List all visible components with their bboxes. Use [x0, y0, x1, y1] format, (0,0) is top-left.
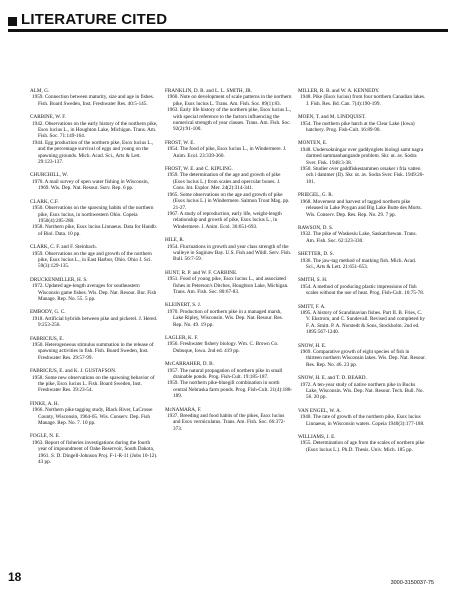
header-bullet [8, 17, 17, 26]
reference-citation: 1958. Some new observations on the spawning behavior of the pike, Esox lucius L. Fish. Board Sweden, Inst. Freshwater Res. 39:23-54. [32, 374, 155, 394]
reference-entry [30, 368, 158, 394]
reference-entry [30, 433, 158, 465]
reference-author: SHETTER, D. S. [298, 251, 334, 258]
reference-citation: 1966. Northern pike tagging study, Black River, LaCrosse County, Wisconsin, 1964-65. Wis. Conserv. Dep. Fish Manage. Rep. No. 7. 10 pp. [32, 407, 153, 427]
reference-citation: 1958. Northern pike, Esox lucius Linnaeus. Data for Handb. of Biol. Data. 10 pp. [32, 224, 158, 237]
reference-entry [298, 114, 426, 133]
reference-author: MONTEN, E. [298, 140, 328, 147]
reference-entry [298, 277, 426, 296]
reference-entry [298, 192, 426, 218]
reference-citation: 1950. Observations on the spawning habits of the northern pike, Esox lucius, in northwestern Ohio. Copeia 1950(4):285-288. [32, 205, 154, 224]
reference-author: SMITH, S. H. [298, 277, 328, 284]
reference-citation: 1956. Freshwater fishery biology. Wm. C. Brown Co. Dubuque, Iowa. 2nd ed. 419 pp. [167, 341, 279, 354]
reference-citation: 1944. Egg production of the northern pike, Esox lucius L., and the percentage survival of eggs and young on the spawning grounds. Mich. Acad. Sci., Arts & Lett. 29:123-137. [32, 139, 154, 166]
reference-author: VAN ENGEL, W. A. [298, 407, 342, 414]
reference-entry [165, 335, 293, 354]
header-rule [8, 29, 448, 32]
reference-citation: 1957. The natural propagation of northern pike in small drainable ponds. Prog. Fish-Cult. 19:185-187. [167, 367, 283, 381]
reference-entry [165, 270, 293, 296]
reference-author: LAGLER, K. F. [165, 335, 199, 341]
reference-author: SNOW, H. E. and T. D. BEARD. [298, 375, 367, 382]
reference-citation: 1959. The determination of the age and growth of pike (Esox lucius L.) from scales and opercular bones. J. Cons. Int. Explor. Mer. 24(2):314-341. [167, 172, 281, 192]
reference-entry [298, 140, 426, 185]
reference-author: HILE, R. [165, 237, 185, 244]
reference-entry [298, 343, 426, 369]
reference-entry [165, 237, 293, 263]
reference-citation: 1918. Artificial hybrids between pike and pickerel. J. Hered. 9:253-256. [32, 315, 158, 329]
reference-entry [30, 309, 158, 328]
reference-citation: 1955. Determination of age from the scales of northern pike (Esox lucius L.). Ph.D. Thesis. Univ. Mich. 185 pp. [300, 440, 425, 453]
section-title: LITERATURE CITED [21, 11, 168, 28]
reference-entry [298, 88, 426, 107]
reference-entry [298, 375, 426, 401]
reference-citation: 1954. The northern pike hatch at the Clear Lake (Iowa) hatchery. Prog. Fish-Cult. 16:89-90. [300, 120, 415, 134]
reference-entry [30, 401, 158, 427]
reference-citation: 1951. Food of young pike, Esox lucius L., and associated fishes in Peterson's Ditches, Houghton Lake, Michigan. Trans. Am. Fish. Soc. 80:67-83. [167, 276, 289, 295]
reference-citation: 1970. A mail survey of open water fishing in Wisconsin, 1969. Wis. Dep. Nat. Resour. Surv. Rep. 6 pp. [32, 178, 149, 192]
reference-citation: 1972. A ten-year study of native northern pike in Bucks Lake, Wisconsin. Wis. Dep. Nat. Resour. Tech. Bull. No. 56. 20 pp. [300, 381, 424, 401]
reference-citation: 1942. Observations on the early history of the northern pike, Esox lucius L., in Houghton Lake, Michigan. Trans. Am. Fish. Soc. 71:149-164. [32, 120, 158, 140]
reference-citation: 1959. The northern pike-bluegill combination in north central Nebraska farm ponds. Prog. Fish-Cult. 21(4):188-189. [167, 380, 293, 400]
reference-citation: 1969. Comparative growth of eight species of fish in thirteen northern Wisconsin lakes. Wis. Dep. Nat. Resour. Res. Rep. No. 46. 23 pp. [300, 349, 426, 368]
references-column-3 [298, 88, 426, 460]
reference-citation: 1968. Movement and harvest of tagged northern pike released in Lake Poygan and Big Lake Butte des Morts. Wis. Conserv. Dep. Res. Rep. No. 29. 7 pp. [300, 198, 422, 218]
page-number: 18 [8, 570, 22, 584]
reference-entry [298, 251, 426, 270]
reference-entry [165, 166, 293, 230]
reference-author: FROST, W. E. [165, 139, 195, 146]
reference-author: FROST, W. E. and C. KIPLING. [165, 166, 233, 173]
reference-citation: 1959. Connection between maturity, size and age in fishes. Fish. Board Sweden, Inst. Freshwater Res. 40:5-145. [32, 94, 154, 107]
reference-citation: 1948. Undersokningar over gaddynglets biologi samt nagra darmed sammanhangande problem. Skr. ut. av. Sodra Sver. Fisk. 1948:3-38. [300, 146, 424, 166]
reference-author: DRUCKENMILLER, H. S. [30, 276, 88, 283]
reference-author: PRIEGEL, G. R. [298, 192, 334, 199]
reference-author: KLEINERT, S. J. [165, 302, 202, 309]
reference-author: McNAMARA, F. [165, 406, 202, 413]
reference-author: SMITT, F. A. [298, 303, 326, 310]
footer-code: 3000-3150037-75 [390, 580, 434, 586]
reference-author: FINKE, A. H. [30, 400, 59, 407]
reference-citation: 1954. A method of producing plastic impressions of fish scales without the use of heat. Prog. Fish-Cult. 16:75-78. [300, 283, 425, 297]
reference-entry [30, 277, 158, 303]
reference-entry [165, 88, 293, 133]
reference-entry [30, 244, 158, 270]
reference-citation: 1936. The jaw-tag method of marking fish. Mich. Acad. Sci., Arts & Lett. 21:651-653. [300, 257, 417, 270]
reference-citation: 1950. Heterogeneous stimulus summation in the release of spawning activities in fish. Fish. Board Sweden, Inst. Freshwater Res. 29:57-99. [32, 342, 154, 361]
reference-citation: 1895. A history of Scandinavian fishes. Part II. B. Fries, C. V. Ekstrom, and C. Sundevall. Revised and completed by F. A. Smitt. P. A. Norstedt & Sons, Stockholm. 2nd ed. 1895:567-1240. [300, 309, 425, 336]
reference-citation: 1954. The food of pike, Esox lucius L., in Windermere. J. Anim. Ecol. 23:339-360. [167, 146, 287, 159]
reference-author: MOEN, T. and M. LINDQUIST. [298, 114, 366, 121]
reference-citation: 1932. The pike of Waskesiu Lake, Saskatchewan. Trans. Am. Fish. Soc. 62:323-330. [300, 231, 417, 244]
reference-entry [30, 172, 158, 191]
reference-entry [30, 199, 158, 237]
reference-author: SNOW, H. E. [298, 342, 327, 349]
reference-entry [298, 225, 426, 244]
reference-entry [30, 114, 158, 165]
reference-entry [165, 407, 293, 433]
reference-citation: 1940. The rate of growth of the northern pike, Esox lucius Linnaeus, in Wisconsin waters. Copeia 1940(3):177-188. [300, 414, 425, 427]
reference-author: HUNT, R. P. and W. F. CARBINE. [165, 269, 238, 276]
reference-author: MILLER, R. B. and W. A. KENNEDY. [298, 88, 380, 94]
reference-author: FOGLE, N. E. [30, 433, 61, 440]
reference-citation: 1950. Studier over gaddfiskestammen orsaker i fria vatten och i dammer (II). Skr. ut. av. Sodra Sver. Fisk. 1949:20-101. [300, 166, 425, 185]
reference-author: ALM, G. [30, 88, 50, 94]
reference-citation: 1954. Fluctuations in growth and year class strength of the walleye in Saginaw Bay. U.S. Fish and Wildl. Serv. Fish. Bull. 56:7-59. [167, 243, 292, 263]
references-columns [30, 88, 440, 568]
reference-entry [298, 304, 426, 336]
reference-author: RAWSON, D. S. [298, 224, 334, 231]
reference-author: FRANKLIN, D. R. and L. L. SMITH, JR. [165, 88, 253, 94]
reference-citation: 1960. Note on development of scale patterns in the northern pike, Esox lucius L. Trans. Am. Fish. Soc. 89(1):83. [167, 94, 292, 107]
reference-author: McCARRAHER, D. B. [165, 361, 214, 368]
section-header [8, 8, 448, 32]
reference-entry [165, 302, 293, 328]
reference-entry [165, 140, 293, 159]
reference-entry [298, 434, 426, 453]
reference-citation: 1972. Updated age-length averages for southeastern Wisconsin game fishes. Wis. Dep. Nat. Resour. Bur. Fish Manage. Rep. No. 55. 5 pp. [32, 283, 157, 302]
reference-citation: 1959. Observations on the age and growth of the northern pike, Esox lucius L., in East Harbor, Ohio. Ohio J. Sci. 59(3):129-135. [32, 250, 152, 270]
references-column-2 [165, 88, 293, 439]
reference-citation: 1948. Pike (Esox lucius) from four northern Canadian lakes. J. Fish. Res. Bd. Can. 7(4):190-199. [300, 94, 426, 107]
reference-citation: 1963. Report of fisheries investigations during the fourth year of impoundment of Oahe Reservoir, South Dakota, 1961. S. D. Dingell-Johnson Proj. F-1-R-11 (Jobs 10-12). 43 pp. [32, 439, 158, 466]
reference-author: FABRICIUS, E. and K. J. GUSTAFSON. [30, 368, 117, 375]
reference-entry [30, 336, 158, 362]
reference-author: CLARK, C. F. and F. Steinbach. [30, 244, 97, 251]
reference-citation: 1937. Breeding and food habits of the pikes, Esox lucius and Esox vermiculatus. Trans. Am. Fish. Soc. 66:372-373. [167, 413, 286, 432]
reference-author: CHURCHILL, W. [30, 172, 68, 179]
reference-author: CARBINE, W. F. [30, 114, 67, 121]
reference-citation: 1967. A study of reproduction, early life, weight-length relationship and growth of pike, Esox lucius L., in Windermere. J. Anim. Ecol. 36:651-693. [167, 210, 282, 230]
references-column-1 [30, 88, 158, 473]
reference-author: CLARK, C.F. [30, 198, 59, 205]
reference-author: FABRICIUS, E. [30, 335, 64, 342]
reference-citation: 1963. Early life history of the northern pike, Esox lucius L., with special reference to the factors influencing the numerical strength of year classes. Trans. Am. Fish. Soc. 92(2):91-100. [167, 107, 292, 133]
reference-entry [298, 408, 426, 427]
reference-author: WILLIAMS, J. E. [298, 434, 336, 441]
reference-citation: 1965. Some observations on the age and growth of pike (Esox lucius L.) in Windermere. Salmon Trout Mag. pp. 21-27. [167, 191, 290, 211]
reference-author: EMBODY, G. C. [30, 309, 66, 316]
reference-entry [165, 361, 293, 399]
reference-citation: 1970. Production of northern pike in a managed marsh, Lake Ripley, Wisconsin. Wis. Dep. Nat. Resour. Res. Rep. No. 49. 19 pp. [167, 308, 283, 328]
reference-entry [30, 88, 158, 107]
